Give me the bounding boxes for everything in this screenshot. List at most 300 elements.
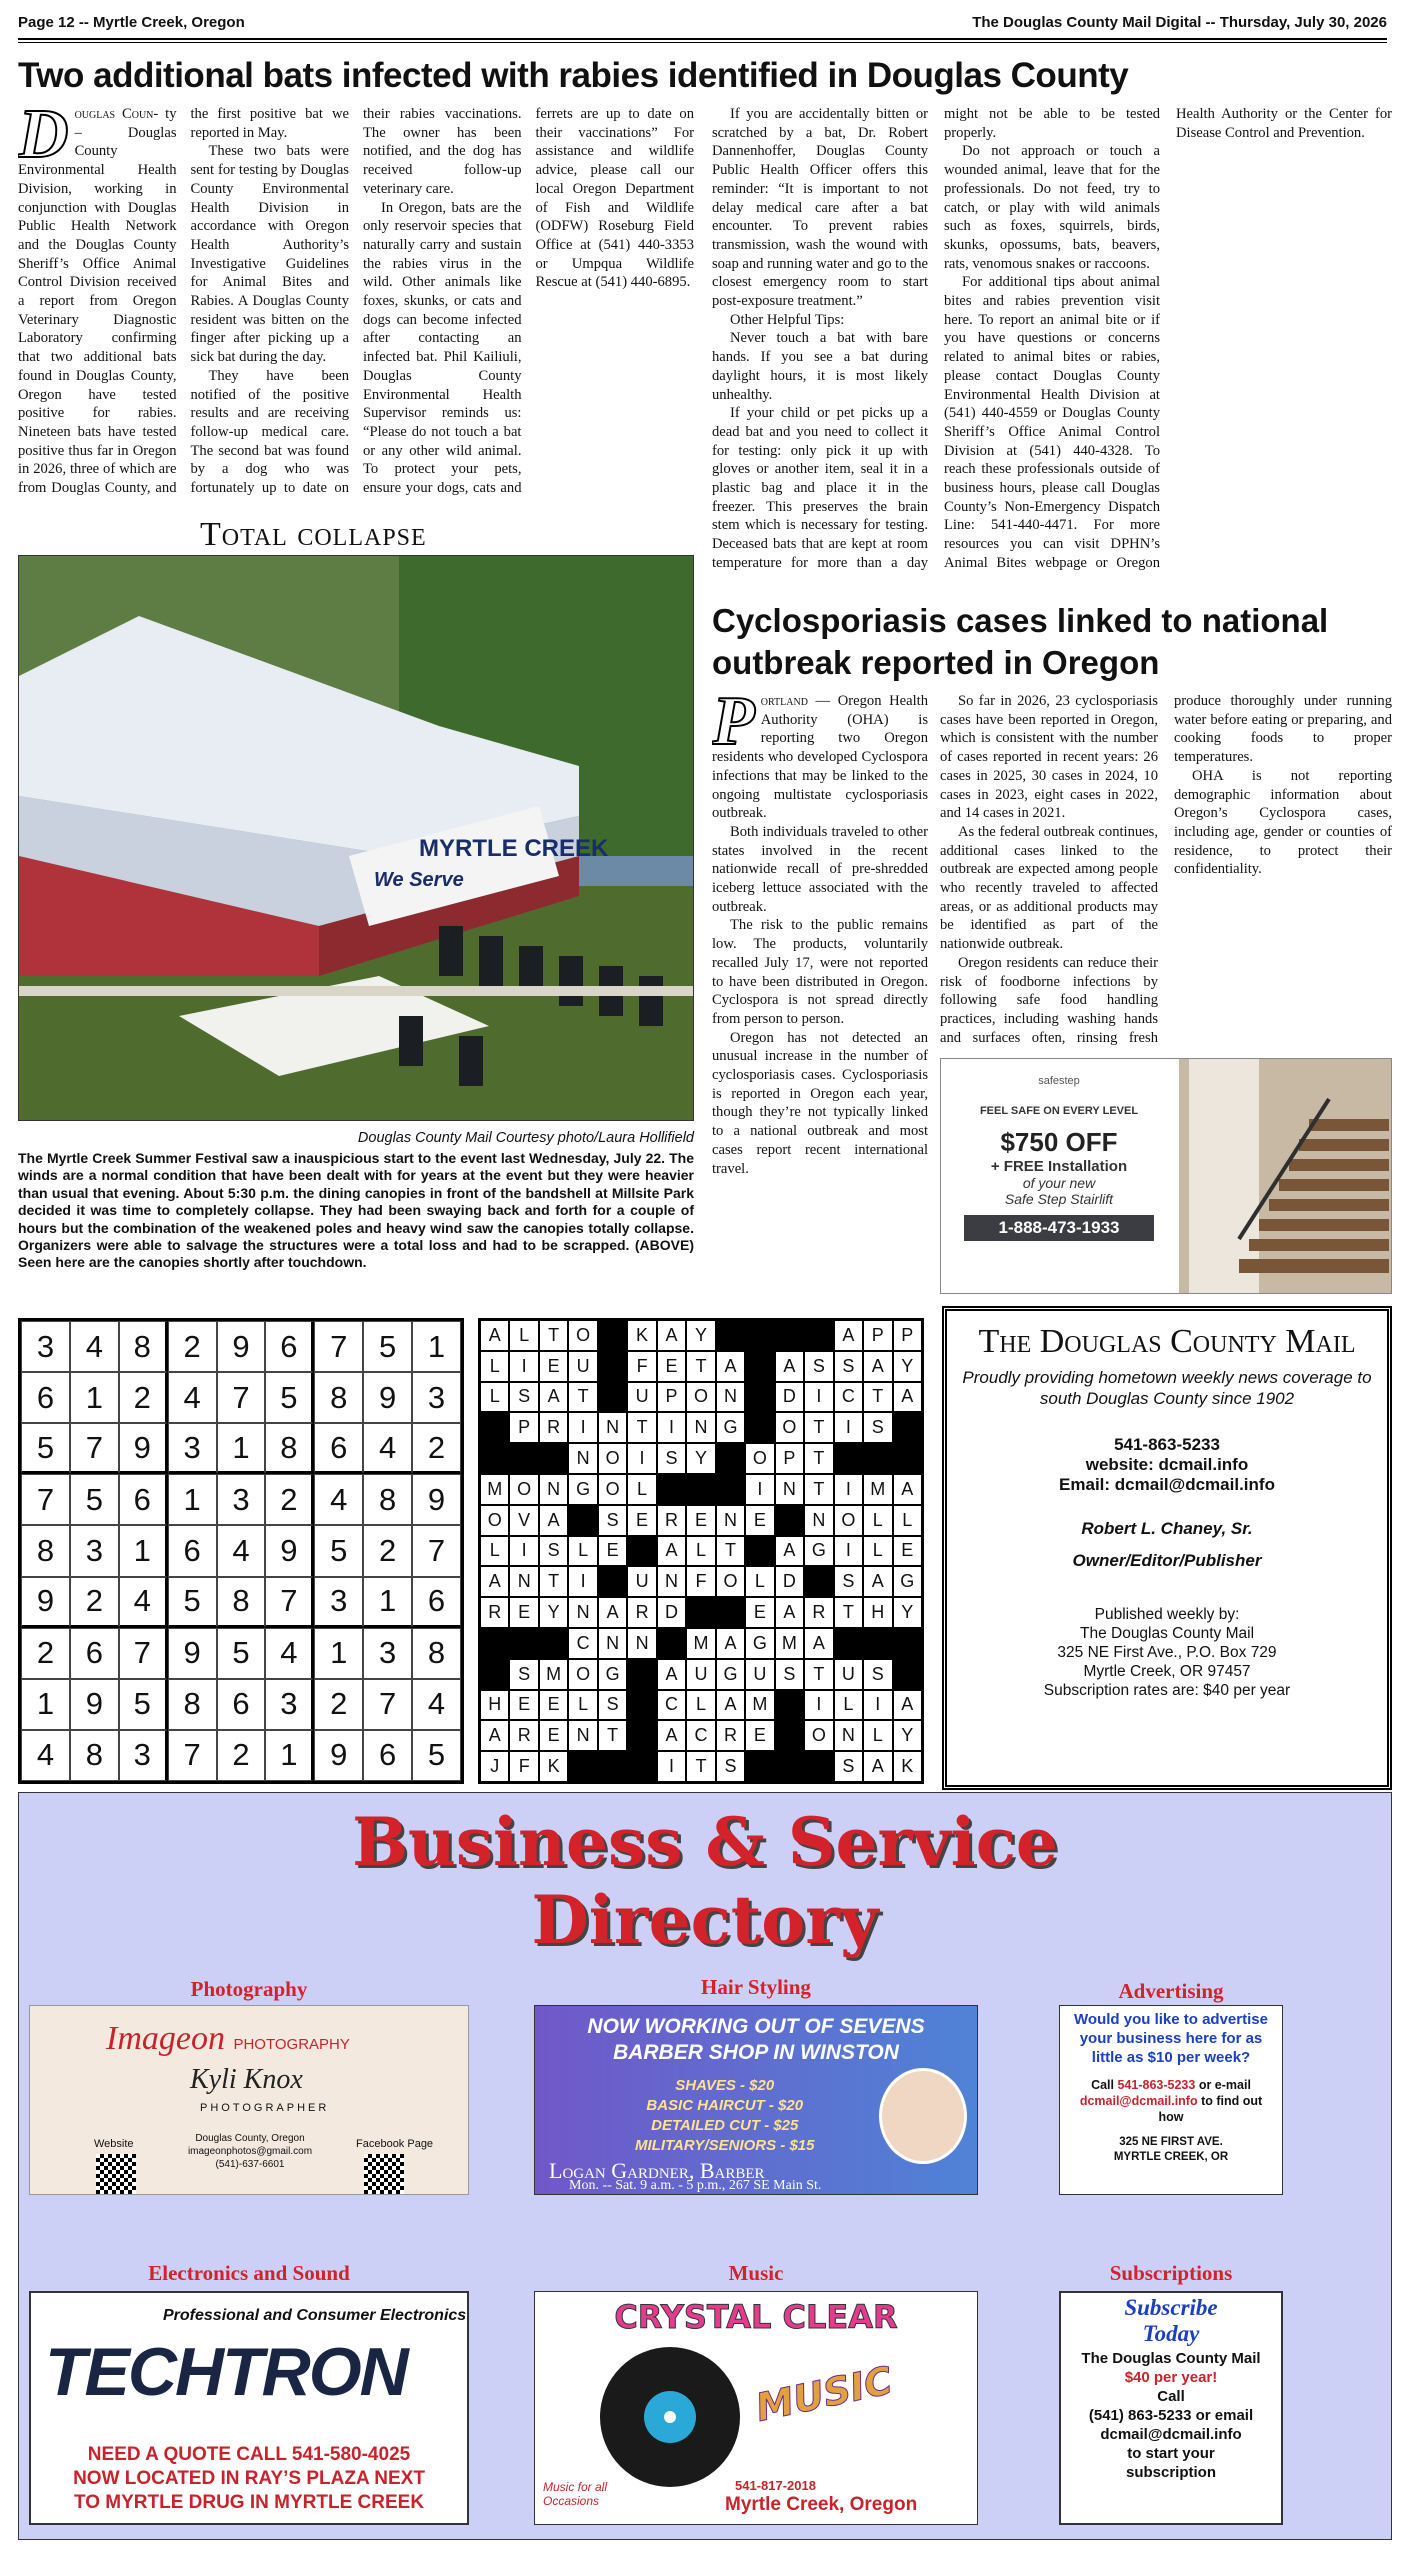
crossword-cell: O <box>716 1566 745 1597</box>
crossword-cell: A <box>893 1474 922 1505</box>
crossword-cell <box>893 1659 922 1690</box>
crossword-cell: I <box>804 1382 833 1413</box>
crossword-cell: L <box>480 1536 509 1567</box>
crossword-cell: O <box>598 1474 627 1505</box>
business-directory <box>18 1792 1392 2540</box>
crossword-cell: A <box>539 1505 568 1536</box>
crossword-cell: E <box>686 1505 715 1536</box>
crossword-cell: A <box>775 1536 804 1567</box>
safestep-logo: safestep <box>1038 1075 1080 1087</box>
crossword-cell <box>509 1628 538 1659</box>
crossword-cell: M <box>539 1659 568 1690</box>
crossword-cell <box>893 1628 922 1659</box>
crossword-cell <box>745 1536 774 1567</box>
crossword-cell <box>893 1443 922 1474</box>
crossword-cell: P <box>775 1443 804 1474</box>
crossword-cell <box>480 1628 509 1659</box>
crossword-cell: A <box>716 1351 745 1382</box>
sudoku-cell: 4 <box>314 1474 363 1525</box>
crossword-cell: J <box>480 1751 509 1782</box>
crossword-cell: E <box>598 1536 627 1567</box>
rabies-article-left: Douglas Coun- ty – Douglas County Environmental Health Division, working in conjunction with Douglas Public Health Network and the Douglas County Sheriff’s Office Animal Control Division received a report from Oregon Veterinary Diagnostic Laboratory confirming that two additional bats found in Douglas County, Oregon have tested positive for rabies. Nineteen bats have tested positive thus far in Oregon in 2026, three of which are from Douglas County, and the first positive bat we reported in May. These two bats were sent for testing by Douglas County Environmental Health Division in accordance with Oregon Health Authority’s Investigative Guidelines for Animal Bites and Rabies. A Douglas County resident was bitten on the finger after picking up a sick bat during the day. They have been notified of the positive results and are receiving follow-up medical care. The second bat was found by a dog who was fortunately up to date on their rabies vaccinations. The owner has been notified, and the dog has received follow-up veterinary care. In Oregon, bats are the only reservoir species that naturally carry and sustain the rabies virus in the wild. Other animals like foxes, skunks, or cats and dogs can become infected after contacting an infected bat. Phil Kailiuli, Douglas County Environmental Health Supervisor reminds us: “Please do not touch a bat or any other wild animal. To protect your pets, ensure your dogs, cats and ferrets are up to date on their vaccinations” For assistance and wildlife advice, please call our local Oregon Department of Fish and Wildlife (ODFW) Roseburg Field Office at (541) 440-3353 or Umpqua Wildlife Rescue at (541) 440-6895. <box>18 105 694 497</box>
sudoku-cell: 2 <box>412 1423 461 1474</box>
crossword-cell <box>745 1320 774 1351</box>
crossword-cell: E <box>657 1351 686 1382</box>
sudoku-cell: 7 <box>363 1679 412 1730</box>
crossword-cell <box>627 1751 656 1782</box>
directory-title-2: Directory <box>531 1881 879 1959</box>
sudoku-cell: 5 <box>119 1679 168 1730</box>
sudoku-cell: 7 <box>314 1321 363 1372</box>
sudoku-cell: 8 <box>265 1423 314 1474</box>
crossword-cell: P <box>893 1320 922 1351</box>
crossword-cell <box>568 1505 597 1536</box>
crossword-cell: P <box>509 1412 538 1443</box>
sudoku-cell: 8 <box>217 1577 266 1628</box>
crystal-clear-ad[interactable]: CRYSTAL CLEAR MUSIC Music for all Occasions 541-817-2018 Myrtle Creek, Oregon <box>534 2291 978 2525</box>
sudoku-cell: 2 <box>21 1628 70 1679</box>
crossword-cell: E <box>539 1690 568 1721</box>
safestep-phone[interactable]: 1-888-473-1933 <box>964 1215 1154 1241</box>
crossword-cell: U <box>568 1351 597 1382</box>
crossword-cell: E <box>509 1690 538 1721</box>
crossword-cell <box>716 1443 745 1474</box>
crossword-cell <box>598 1351 627 1382</box>
sudoku-cell: 2 <box>314 1679 363 1730</box>
crossword-cell: F <box>627 1351 656 1382</box>
crossword-cell: A <box>657 1659 686 1690</box>
crossword-cell <box>863 1628 892 1659</box>
crossword-cell <box>568 1751 597 1782</box>
qr-code-icon <box>96 2154 136 2194</box>
crossword-cell: T <box>686 1751 715 1782</box>
crossword-cell: I <box>657 1751 686 1782</box>
crossword-cell: C <box>834 1382 863 1413</box>
sudoku-cell: 6 <box>363 1730 412 1781</box>
sudoku-cell: 7 <box>21 1474 70 1525</box>
crossword-cell: C <box>657 1690 686 1721</box>
crossword-cell: I <box>509 1536 538 1567</box>
crossword-cell: O <box>480 1505 509 1536</box>
cat-hair: Hair Styling <box>701 1975 811 1999</box>
sudoku-cell: 2 <box>168 1321 217 1372</box>
sudoku-cell: 4 <box>363 1423 412 1474</box>
crossword-cell: E <box>509 1597 538 1628</box>
cyclo-dropcap: P <box>712 692 755 760</box>
crossword-cell: F <box>686 1566 715 1597</box>
crossword-cell: L <box>480 1351 509 1382</box>
crossword-cell: K <box>539 1751 568 1782</box>
crossword-cell: A <box>716 1690 745 1721</box>
crossword-cell: Y <box>893 1351 922 1382</box>
sudoku-cell: 9 <box>314 1730 363 1781</box>
crossword-cell: A <box>775 1597 804 1628</box>
masthead-box: The Douglas County Mail Proudly providing hometown weekly news coverage to south Douglas County since 1902 541-863-5233 website: dcmail.info Email: dcmail@dcmail.info Robert L. Chaney, Sr. Owner/Editor/Publisher Published weekly by: The Douglas County Mail 325 NE First Ave., P.O. Box 729 Myrtle Creek, OR 97457 Subscription rates are: $40 per year <box>942 1306 1392 1790</box>
crossword-cell: N <box>539 1474 568 1505</box>
sudoku-cell: 3 <box>363 1628 412 1679</box>
crossword-cell: A <box>657 1536 686 1567</box>
header-left: Page 12 -- Myrtle Creek, Oregon <box>18 14 245 31</box>
crossword-cell: R <box>716 1720 745 1751</box>
crossword-cell: I <box>568 1566 597 1597</box>
techtron-ad[interactable]: Professional and Consumer Electronics TECHTRON NEED A QUOTE CALL 541-580-4025 NOW LOCATED IN RAY’S PLAZA NEXT TO MYRTLE DRUG IN MYRTLE CREEK <box>29 2291 469 2525</box>
crossword-cell: S <box>716 1751 745 1782</box>
masthead-website[interactable]: website: dcmail.info <box>1085 1455 1249 1474</box>
crossword-cell: G <box>745 1628 774 1659</box>
crossword-cell: T <box>598 1720 627 1751</box>
barber-prices: SHAVES - $20 BASIC HAIRCUT - $20 DETAILED CUT - $25 MILITARY/SENIORS - $15 <box>635 2077 815 2154</box>
crossword-cell: E <box>539 1720 568 1751</box>
crossword-cell <box>863 1443 892 1474</box>
sudoku-cell: 2 <box>217 1730 266 1781</box>
banner-text-2: We Serve <box>374 869 464 891</box>
sudoku-cell: 9 <box>168 1628 217 1679</box>
crossword-cell: A <box>480 1320 509 1351</box>
crossword-cell <box>598 1751 627 1782</box>
crossword-cell: O <box>509 1474 538 1505</box>
crossword-cell: A <box>657 1320 686 1351</box>
crossword-cell: N <box>716 1505 745 1536</box>
sudoku-cell: 6 <box>314 1423 363 1474</box>
sudoku-cell: 1 <box>412 1321 461 1372</box>
sudoku-cell: 1 <box>168 1474 217 1525</box>
crossword-cell <box>627 1536 656 1567</box>
crossword-cell: E <box>893 1536 922 1567</box>
crossword-cell: L <box>509 1320 538 1351</box>
crossword-cell: L <box>686 1536 715 1567</box>
header-rule-thin <box>18 42 1387 43</box>
crossword-cell: U <box>834 1659 863 1690</box>
sudoku-cell: 3 <box>265 1679 314 1730</box>
photo-caption: The Myrtle Creek Summer Festival saw a inauspicious start to the event last Wednesday, July 22. The winds are a normal condition that have been dealt with for years at the event but they were heavier than usual that evening. About 5:30 p.m. the dining canopies in front of the bandshell at Millsite Park decided it was time to completely collapse. They had been swaying back and forth for a couple of hours but the combination of the weakened poles and heavy wind saw the canopies totally collapse. Organizers were able to salvage the structures were a total loss and had to be scrapped. (ABOVE) Seen here are the canopies shortly after touchdown. <box>18 1150 694 1271</box>
crossword-cell: K <box>893 1751 922 1782</box>
sudoku-cell: 5 <box>363 1321 412 1372</box>
crossword-cell: H <box>480 1690 509 1721</box>
crossword-cell: U <box>627 1566 656 1597</box>
crossword-cell: N <box>568 1720 597 1751</box>
subscriptions-ad[interactable]: Subscribe Today The Douglas County Mail $40 per year! Call (541) 863-5233 or email dcmail@dcmail.info to start your subscription <box>1059 2291 1283 2525</box>
crossword-cell: T <box>716 1536 745 1567</box>
crossword-cell: N <box>509 1566 538 1597</box>
crossword-cell: R <box>627 1597 656 1628</box>
sudoku-cell: 2 <box>363 1525 412 1576</box>
crossword-cell: Y <box>893 1597 922 1628</box>
crossword-cell <box>657 1474 686 1505</box>
sudoku-cell: 7 <box>217 1372 266 1423</box>
crossword-cell: V <box>509 1505 538 1536</box>
sudoku-cell: 8 <box>21 1525 70 1576</box>
sudoku-cell: 4 <box>21 1730 70 1781</box>
crossword-cell: A <box>804 1628 833 1659</box>
crossword-cell: O <box>834 1505 863 1536</box>
sudoku-cell: 8 <box>314 1372 363 1423</box>
sudoku-cell: 5 <box>265 1372 314 1423</box>
crossword-cell: C <box>568 1628 597 1659</box>
crossword-cell: N <box>598 1412 627 1443</box>
crossword-cell: G <box>716 1412 745 1443</box>
crossword-cell: N <box>686 1412 715 1443</box>
crossword-cell: L <box>834 1690 863 1721</box>
crossword-cell: P <box>863 1320 892 1351</box>
sudoku-cell: 3 <box>21 1321 70 1372</box>
crossword-cell: C <box>686 1720 715 1751</box>
crossword-cell: T <box>804 1659 833 1690</box>
record-icon <box>595 2342 745 2492</box>
safestep-ad[interactable]: safestep FEEL SAFE ON EVERY LEVEL $750 OFF + FREE Installation of your new Safe Step Stairlift 1-888-473-1933 <box>940 1058 1392 1294</box>
crossword-cell: A <box>863 1351 892 1382</box>
crossword-cell: L <box>568 1536 597 1567</box>
sudoku-cell: 9 <box>217 1321 266 1372</box>
sudoku-cell: 1 <box>119 1525 168 1576</box>
sudoku-cell: 3 <box>168 1423 217 1474</box>
sudoku-cell: 9 <box>21 1577 70 1628</box>
crossword-cell: T <box>863 1382 892 1413</box>
sudoku-cell: 2 <box>70 1577 119 1628</box>
crossword-cell: M <box>775 1628 804 1659</box>
cat-subscriptions: Subscriptions <box>1109 2261 1233 2285</box>
crossword-cell <box>804 1751 833 1782</box>
crossword-cell: G <box>804 1536 833 1567</box>
crossword-cell: L <box>863 1536 892 1567</box>
crossword-cell: S <box>598 1690 627 1721</box>
crossword-cell: I <box>834 1412 863 1443</box>
crossword-cell <box>539 1443 568 1474</box>
cat-electronics: Electronics and Sound <box>148 2261 350 2285</box>
crossword-cell: A <box>834 1320 863 1351</box>
crossword-cell: I <box>863 1690 892 1721</box>
crossword-cell: I <box>657 1412 686 1443</box>
sudoku-cell: 9 <box>119 1423 168 1474</box>
qr-code-icon <box>364 2154 404 2194</box>
crossword-cell: N <box>834 1720 863 1751</box>
crossword-cell: T <box>686 1351 715 1382</box>
crossword-cell: L <box>568 1690 597 1721</box>
cyclo-article-b: So far in 2026, 23 cyclosporiasis cases have been reported in Oregon, which is consistent with the number of cases reported in recent years: 26 cases in 2025, 30 cases in 2024, 10 cases in 2023, eight cases in 2022, and 14 cases in 2021. As the federal outbreak continues, additional cases linked to the outbreak are expected among people who recently traveled to affected areas, or as additional products may be identified as part of the nationwide outbreak. Oregon residents can reduce their risk of foodborne infections by following safe food handling practices, including washing hands and surfaces often, rinsing fresh produce thoroughly under running water before eating or preparing, and cooking foods to proper temperatures. OHA is not reporting demographic information about Oregon’s Cyclospora cases, including age, gender or counties of residence, to protect their confidentiality. <box>940 693 1392 1046</box>
crossword-cell: S <box>509 1659 538 1690</box>
crossword-cell <box>804 1566 833 1597</box>
sudoku-cell: 9 <box>363 1372 412 1423</box>
crossword-cell <box>716 1597 745 1628</box>
crossword-cell: S <box>863 1412 892 1443</box>
crossword-cell <box>657 1628 686 1659</box>
crossword-cell: I <box>627 1443 656 1474</box>
sudoku-cell: 6 <box>70 1628 119 1679</box>
crossword-cell: K <box>627 1320 656 1351</box>
sudoku-cell: 6 <box>265 1321 314 1372</box>
crossword-cell: O <box>686 1382 715 1413</box>
masthead-role: Owner/Editor/Publisher <box>1072 1551 1262 1570</box>
crossword-cell: T <box>568 1382 597 1413</box>
crossword-cell: A <box>716 1628 745 1659</box>
sudoku-cell: 7 <box>119 1628 168 1679</box>
crossword-cell: A <box>480 1720 509 1751</box>
crossword-cell: N <box>775 1474 804 1505</box>
crossword-cell: S <box>657 1443 686 1474</box>
sudoku-cell: 7 <box>412 1525 461 1576</box>
sudoku-cell: 1 <box>217 1423 266 1474</box>
crossword-cell: Y <box>686 1443 715 1474</box>
stairlift-photo <box>1179 1059 1392 1294</box>
sudoku-cell: 9 <box>412 1474 461 1525</box>
crossword-cell: N <box>716 1382 745 1413</box>
sudoku-cell: 5 <box>314 1525 363 1576</box>
crossword-cell: A <box>775 1351 804 1382</box>
crossword-cell: O <box>568 1320 597 1351</box>
sudoku-cell: 5 <box>168 1577 217 1628</box>
sudoku-cell: 9 <box>265 1525 314 1576</box>
crossword-cell: M <box>863 1474 892 1505</box>
sudoku-cell: 5 <box>21 1423 70 1474</box>
crossword-cell: T <box>539 1320 568 1351</box>
photographer-signature: Kyli Knox <box>190 2064 303 2095</box>
crossword-cell: L <box>863 1720 892 1751</box>
barber-ad[interactable]: NOW WORKING OUT OF SEVENS BARBER SHOP IN WINSTON SHAVES - $20 BASIC HAIRCUT - $20 DETAILED CUT - $25 MILITARY/SENIORS - $15 Logan Gardner, Barber Mon. -- Sat. 9 a.m. - 5 p.m., 267 SE Main St. <box>534 2005 978 2195</box>
crossword-cell: U <box>686 1659 715 1690</box>
crossword-cell: A <box>893 1382 922 1413</box>
crossword-cell: S <box>834 1751 863 1782</box>
techtron-logo: TECHTRON <box>45 2334 407 2410</box>
sudoku-cell: 5 <box>217 1628 266 1679</box>
crossword-cell <box>686 1597 715 1628</box>
sudoku-cell: 6 <box>168 1525 217 1576</box>
crossword-cell: E <box>539 1351 568 1382</box>
sudoku-cell: 4 <box>70 1321 119 1372</box>
sudoku-cell: 5 <box>70 1474 119 1525</box>
crossword-cell: O <box>775 1412 804 1443</box>
crossword-cell <box>745 1751 774 1782</box>
cat-advertising: Advertising <box>1118 1979 1224 2003</box>
crossword-cell: S <box>804 1351 833 1382</box>
crossword-cell: N <box>657 1566 686 1597</box>
sudoku-cell: 1 <box>314 1628 363 1679</box>
sudoku-cell: 8 <box>168 1679 217 1730</box>
sudoku-grid <box>18 1318 464 1784</box>
sudoku-cell: 4 <box>265 1628 314 1679</box>
crossword-cell: M <box>480 1474 509 1505</box>
crossword-cell <box>480 1412 509 1443</box>
crossword-cell <box>775 1320 804 1351</box>
crossword-cell: D <box>775 1566 804 1597</box>
header-right: The Douglas County Mail Digital -- Thursday, July 30, 2026 <box>972 14 1387 31</box>
crossword-cell <box>834 1628 863 1659</box>
crossword-cell <box>775 1690 804 1721</box>
crossword-cell: L <box>893 1505 922 1536</box>
sudoku-cell: 4 <box>217 1525 266 1576</box>
sudoku-cell: 7 <box>70 1423 119 1474</box>
crossword-cell <box>627 1659 656 1690</box>
crossword-cell <box>480 1443 509 1474</box>
crossword-cell <box>775 1720 804 1751</box>
crossword-cell: A <box>480 1566 509 1597</box>
crossword-cell: N <box>627 1628 656 1659</box>
masthead-title: The Douglas County Mail <box>978 1323 1356 1360</box>
crossword-cell: H <box>863 1597 892 1628</box>
crossword-cell: U <box>627 1382 656 1413</box>
crossword-cell: G <box>568 1474 597 1505</box>
crossword-cell: T <box>804 1443 833 1474</box>
crossword-cell: N <box>568 1443 597 1474</box>
crossword-cell: I <box>834 1474 863 1505</box>
crossword-cell: E <box>745 1505 774 1536</box>
crossword-cell <box>480 1659 509 1690</box>
page-header <box>18 14 1387 36</box>
sudoku-cell: 1 <box>265 1730 314 1781</box>
rabies-article-right: If you are accidentally bitten or scratched by a bat, Dr. Robert Dannenhoffer, Douglas County Public Health Officer offers this reminder: “It is important to not delay medical care after a bat encounter. To prevent rabies transmission, wash the wound with soap and running water and go to the closest emergency room to start post-exposure treatment.” Other Helpful Tips: Never touch a bat with bare hands. If you see a bat during daylight hours, it is most likely unhealthy. If your child or pet picks up a dead bat and you need to collect it for testing: only pick it up with gloves or another item, seal it in a plastic bag and place it in the freezer. This preserves the brain stem which is necessary for testing. Deceased bats that are kept at room temperature for more than a day might not be able to be tested properly. Do not approach or touch a wounded animal, leave that for the professionals. Do not feed, try to catch, or play with wild animals such as foxes, squirrels, birds, skunks, opossums, bats, beavers, rats, venomous snakes or raccoons. For additional tips about animal bites and rabies prevention visit here. To report an animal bite or if you have questions or concerns related to animal bites or rabies, please contact Douglas County Environmental Health Division at (541) 440-4559 or Douglas County Sheriff’s Office Animal Control Division at (541) 440-4328. To reach these professionals outside of business hours, please call Douglas County’s Non-Emergency Dispatch Line: 541-440-4471. For more resources you can visit DPHN’s Animal Bites webpage or Oregon Health Authority or the Center for Disease Control and Prevention. <box>712 106 1392 571</box>
sudoku-cell: 6 <box>412 1577 461 1628</box>
rabies-dropcap: D <box>18 105 69 173</box>
crossword-cell: F <box>509 1751 538 1782</box>
header-rule <box>18 38 1387 40</box>
crossword-cell: N <box>598 1628 627 1659</box>
rabies-headline: Two additional bats infected with rabies identified in Douglas County <box>18 56 1129 95</box>
photography-ad[interactable]: Imageon PHOTOGRAPHY Kyli Knox PHOTOGRAPHER Website Facebook Page Douglas County, Oregon imageonphotos@gmail.com (541)-637-6601 <box>29 2005 469 2195</box>
crossword-cell: A <box>598 1597 627 1628</box>
sudoku-cell: 2 <box>265 1474 314 1525</box>
crossword-cell: M <box>686 1628 715 1659</box>
crossword-cell <box>598 1566 627 1597</box>
barber-avatar <box>879 2068 967 2164</box>
crossword-cell: T <box>834 1597 863 1628</box>
crossword-cell: I <box>745 1474 774 1505</box>
sudoku-cell: 3 <box>314 1577 363 1628</box>
crossword-cell: Y <box>893 1720 922 1751</box>
sudoku-cell: 6 <box>217 1679 266 1730</box>
sudoku-cell: 7 <box>265 1577 314 1628</box>
sudoku-cell: 4 <box>119 1577 168 1628</box>
crossword-cell: T <box>804 1474 833 1505</box>
crossword-cell: M <box>745 1690 774 1721</box>
crossword-cell: R <box>480 1597 509 1628</box>
masthead-owner: Robert L. Chaney, Sr. <box>1081 1519 1253 1538</box>
cyclo-headline: Cyclosporiasis cases linked to national outbreak reported in Oregon <box>712 602 1329 681</box>
crossword-cell: T <box>539 1566 568 1597</box>
sudoku-cell: 3 <box>217 1474 266 1525</box>
crossword-cell: O <box>568 1659 597 1690</box>
crossword-cell: A <box>657 1720 686 1751</box>
sudoku-cell: 3 <box>119 1730 168 1781</box>
crossword-cell: L <box>686 1690 715 1721</box>
banner-text: MYRTLE CREEK <box>419 835 609 862</box>
crossword-cell: S <box>509 1382 538 1413</box>
masthead-email[interactable]: Email: dcmail@dcmail.info <box>1059 1475 1275 1494</box>
crossword-cell <box>893 1412 922 1443</box>
crossword-cell: O <box>804 1720 833 1751</box>
crossword-cell: P <box>657 1382 686 1413</box>
crossword-cell: D <box>775 1382 804 1413</box>
crossword-cell: N <box>568 1597 597 1628</box>
advertising-ad[interactable]: Would you like to advertise your business here for as little as $10 per week? Call 541-863-5233 or e-mail dcmail@dcmail.info to find out how 325 NE FIRST AVE. MYRTLE CREEK, OR <box>1059 2005 1283 2195</box>
crossword-cell <box>745 1412 774 1443</box>
crossword-cell: U <box>745 1659 774 1690</box>
crossword-cell: A <box>863 1751 892 1782</box>
crossword-cell: D <box>657 1597 686 1628</box>
crossword-cell <box>804 1320 833 1351</box>
crossword-cell: I <box>568 1412 597 1443</box>
crossword-cell: L <box>627 1474 656 1505</box>
crossword-cell: I <box>804 1690 833 1721</box>
crossword-cell <box>745 1351 774 1382</box>
crossword-cell <box>539 1628 568 1659</box>
crossword-cell: S <box>598 1505 627 1536</box>
cyclo-article-a: Portland — Oregon Health Authority (OHA) is reporting two Oregon residents who developed Cyclospora infections that may be linked to the ongoing multistate cyclosporiasis outbreak. Both individuals traveled to other states involved in the recent nationwide recall of pre-shredded iceberg lettuce associated with the outbreak. The risk to the public remains low. The products, voluntarily recalled July 17, were not reported to have been distributed in Oregon. Cyclospora is not spread directly from person to person. Oregon has not detected an unusual increase in the number of cyclosporiasis cases. Cyclosporiasis is reported in Oregon each year, though they’re not typically linked to a national outbreak and most cases report recent international travel. <box>712 692 928 1177</box>
crossword-cell <box>834 1443 863 1474</box>
crossword-cell <box>775 1751 804 1782</box>
crossword-cell <box>598 1320 627 1351</box>
crossword-cell: R <box>804 1597 833 1628</box>
crossword-cell: I <box>509 1351 538 1382</box>
sudoku-cell: 4 <box>412 1679 461 1730</box>
crossword-cell <box>627 1690 656 1721</box>
